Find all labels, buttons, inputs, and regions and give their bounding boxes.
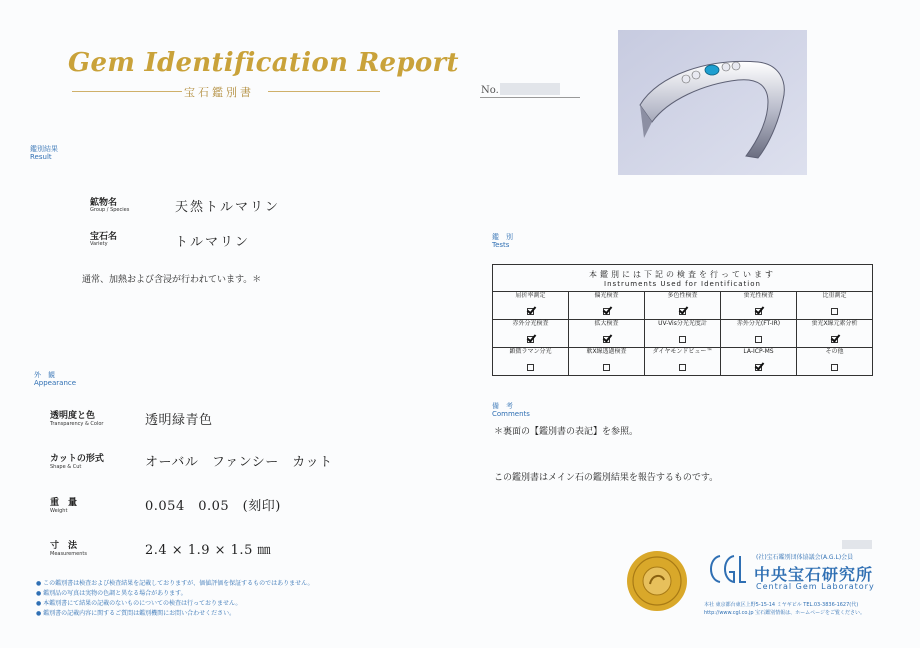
- color-value: 透明緑青色: [145, 413, 213, 428]
- weight-label-en: Weight: [50, 508, 68, 514]
- test-name: LA-ICP-MS: [743, 348, 774, 355]
- appearance-section-label-en: Appearance: [34, 379, 77, 387]
- species-value: 天然トルマリン: [175, 200, 281, 215]
- redacted-mark: [842, 540, 872, 549]
- title-rule-left: [72, 91, 182, 92]
- comment-line-1: ＊裏面の【鑑別書の表記】を参照。: [494, 427, 639, 437]
- unchecked-checkbox: [831, 308, 838, 315]
- lab-address-line: 本社 東京都台東区上野5-15-14 ミヤギビル TEL.03-3836-1627(代): [704, 602, 859, 608]
- lab-address: [704, 601, 865, 617]
- test-cell: [569, 292, 645, 320]
- cgl-logo-icon: [704, 550, 748, 590]
- cut-value: オーバル ファンシー カット: [145, 455, 333, 470]
- unchecked-checkbox: [755, 336, 762, 343]
- measurements-value: 2.4 × 1.9 × 1.5 ㎜: [145, 543, 271, 558]
- test-name: 顕微ラマン分光: [509, 348, 552, 355]
- seal-icon: [626, 550, 688, 612]
- test-name: 蛍光X線元素分析: [811, 320, 858, 327]
- lab-logo: [704, 550, 748, 590]
- color-label-en: Transparency & Color: [50, 421, 104, 427]
- test-name: 赤外分光検査: [512, 320, 549, 327]
- report-number-redacted: [500, 83, 560, 95]
- test-cell: [721, 292, 797, 320]
- tests-header: [493, 265, 873, 292]
- checked-checkbox: [603, 336, 610, 343]
- lab-name-en: Central Gem Laboratory: [756, 582, 875, 591]
- test-name: 軟X線透過検査: [586, 348, 627, 355]
- test-name: 比重測定: [822, 292, 847, 299]
- tests-section-label: 鑑 別: [492, 233, 513, 241]
- footnote: ● 本鑑別書にて結果の記載のないものについての検査は行っておりません。: [36, 600, 242, 607]
- cut-label-en: Shape & Cut: [50, 464, 82, 470]
- report-number-label: No.: [481, 85, 499, 96]
- test-cell: [721, 320, 797, 348]
- test-cell: [797, 320, 873, 348]
- test-cell: [493, 320, 569, 348]
- checked-checkbox: [679, 308, 686, 315]
- tests-table: [492, 264, 873, 376]
- variety-label-en: Variety: [90, 241, 108, 247]
- comment-line-2: この鑑別書はメイン石の鑑別結果を報告するものです。: [494, 473, 719, 483]
- species-label: 鉱物名: [90, 198, 118, 208]
- result-section-label-en: Result: [30, 153, 52, 161]
- test-cell: [493, 348, 569, 376]
- tests-section-label-en: Tests: [492, 241, 510, 249]
- test-cell: [645, 292, 721, 320]
- report-title: Gem Identification Report: [68, 48, 459, 78]
- footnote: ● この鑑別書は検査および検査結果を記載しておりますが、価値評価を保証するものではありません。: [36, 580, 314, 587]
- ring-image: [618, 30, 807, 175]
- test-name: 偏光検査: [594, 292, 619, 299]
- comments-section-label-en: Comments: [492, 410, 530, 418]
- lab-name: 中央宝石研究所: [754, 565, 874, 584]
- test-name: 蛍光性検査: [743, 292, 774, 299]
- test-cell: [797, 348, 873, 376]
- footnote: ● 鑑別書の記載内容に関するご質問は鑑別機関にお問い合わせください。: [36, 610, 236, 617]
- lab-affiliation: (社)宝石鑑別団体協議会(A.G.L)会員: [756, 554, 854, 561]
- measurements-label-en: Measurements: [50, 551, 87, 557]
- variety-value: トルマリン: [175, 235, 251, 250]
- checked-checkbox: [527, 308, 534, 315]
- test-name: 拡大検査: [594, 320, 619, 327]
- test-cell: [645, 348, 721, 376]
- lab-website: http://www.cgl.co.jp 宝石鑑別情報は、ホームページをご覧ください。: [704, 610, 865, 616]
- unchecked-checkbox: [679, 364, 686, 371]
- checked-checkbox: [603, 308, 610, 315]
- test-name: 赤外分光(FT-IR): [736, 320, 781, 327]
- comments-section-label: 備 考: [492, 402, 513, 410]
- unchecked-checkbox: [679, 336, 686, 343]
- test-cell: [569, 348, 645, 376]
- test-cell: [493, 292, 569, 320]
- variety-label: 宝石名: [90, 232, 118, 242]
- test-name: その他: [825, 348, 844, 355]
- report-subtitle: 宝石鑑別書: [184, 86, 254, 99]
- cut-label: カットの形式: [50, 454, 104, 464]
- test-cell: [645, 320, 721, 348]
- treatment-note: 通常、加熱および含浸が行われています。＊: [82, 275, 262, 285]
- test-cell: [721, 348, 797, 376]
- test-name: UV-Vis分光光度計: [658, 320, 707, 327]
- measurements-label: 寸 法: [50, 541, 78, 551]
- checked-checkbox: [755, 308, 762, 315]
- appearance-section-label: 外 観: [34, 371, 55, 379]
- checked-checkbox: [527, 336, 534, 343]
- unchecked-checkbox: [831, 364, 838, 371]
- test-name: ダイヤモンドビュー™: [652, 348, 713, 355]
- result-section-label: 鑑別結果: [30, 145, 58, 153]
- report-number-underline: [480, 97, 580, 98]
- test-cell: [569, 320, 645, 348]
- tests-header-en: Instruments Used for Identification: [604, 279, 761, 288]
- test-name: 多色性検査: [667, 292, 698, 299]
- checked-checkbox: [755, 364, 762, 371]
- species-label-en: Group / Species: [90, 207, 130, 213]
- checked-checkbox: [831, 336, 838, 343]
- test-cell: [797, 292, 873, 320]
- title-rule-right: [268, 91, 380, 92]
- footnote: ● 鑑別品の写真は実物の色調と異なる場合があります。: [36, 590, 187, 597]
- weight-label: 重 量: [50, 498, 78, 508]
- unchecked-checkbox: [527, 364, 534, 371]
- test-name: 屈折率測定: [515, 292, 546, 299]
- color-label: 透明度と色: [50, 411, 96, 421]
- gold-seal: [626, 550, 688, 612]
- weight-value: 0.054 0.05 (刻印): [145, 499, 281, 514]
- ring-photo: [618, 30, 807, 175]
- tests-header-ja: 本鑑別には下記の検査を行っています: [589, 269, 776, 279]
- unchecked-checkbox: [603, 364, 610, 371]
